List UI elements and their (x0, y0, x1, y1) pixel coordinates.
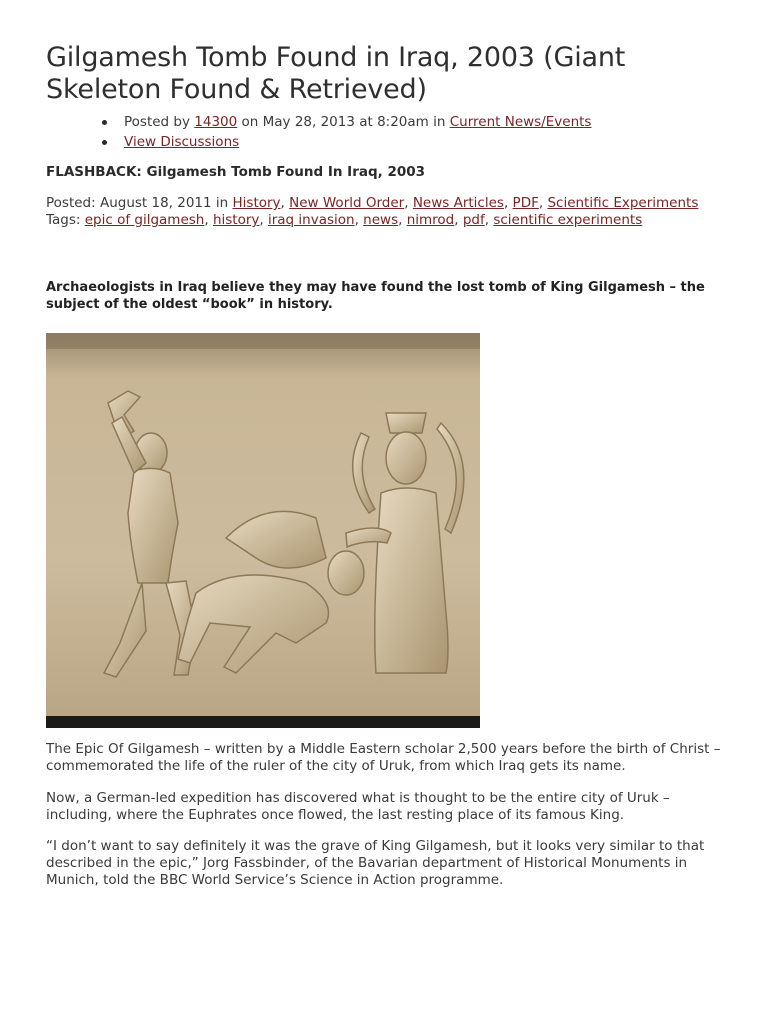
flashback-label: FLASHBACK (46, 164, 137, 180)
separator: , (280, 195, 290, 211)
tag-link[interactable]: pdf (462, 212, 485, 228)
posted-by-line (102, 112, 591, 132)
category-link[interactable]: News Articles (412, 195, 504, 211)
posted-info (46, 195, 706, 229)
separator: , (354, 212, 364, 228)
category-link[interactable]: Scientific Experiments (547, 195, 699, 211)
view-discussions-link[interactable]: View Discussions (124, 134, 240, 150)
category-link[interactable]: History (232, 195, 281, 211)
posted-prefix: Posted: August 18, 2011 in (46, 195, 233, 211)
post-date-text: on May 28, 2013 at 8:20am in (237, 114, 450, 130)
article-title: Gilgamesh Tomb Found in Iraq, 2003 (Giant Skeleton Found & Retrieved) (46, 42, 626, 105)
tag-link[interactable]: epic of gilgamesh (84, 212, 205, 228)
view-discussions-item (102, 132, 591, 152)
posted-categories (233, 195, 699, 211)
category-link[interactable]: New World Order (289, 195, 405, 211)
separator: , (538, 195, 548, 211)
tag-link[interactable]: iraq invasion (267, 212, 355, 228)
post-meta-list (102, 112, 591, 152)
separator: , (398, 212, 407, 228)
tag-link[interactable]: scientific experiments (493, 212, 643, 228)
flashback-text: : Gilgamesh Tomb Found In Iraq, 2003 (136, 164, 426, 180)
body-paragraph-3: “I don’t want to say definitely it was the grave of King Gilgamesh, but it looks very similar to that described in the epic,” Jorg Fassbinder, of the Bavarian department of Historical Monuments in Munich, told the BBC World Service’s Science in Action programme. (46, 838, 705, 888)
separator: , (404, 195, 413, 211)
posted-by-prefix: Posted by (124, 114, 195, 130)
author-link[interactable]: 14300 (194, 114, 238, 130)
category-link[interactable]: PDF (512, 195, 539, 211)
lead-paragraph: Archaeologists in Iraq believe they may have found the lost tomb of King Gilgamesh – the subject of the oldest “book” in history. (46, 280, 705, 312)
category-link[interactable]: Current News/Events (449, 114, 592, 130)
separator: , (454, 212, 463, 228)
tag-link[interactable]: history (212, 212, 260, 228)
separator: , (204, 212, 213, 228)
body-paragraph-2: Now, a German-led expedition has discovered what is thought to be the entire city of Uruk – including, where the Euphrates once flowed, the last resting place of its famous King. (46, 790, 670, 823)
body-paragraph-1: The Epic Of Gilgamesh – written by a Middle Eastern scholar 2,500 years before the birth of Christ – commemorated the life of the ruler of the city of Uruk, from which Iraq gets its name. (46, 741, 721, 774)
separator: , (484, 212, 494, 228)
tags-prefix: Tags: (46, 212, 85, 228)
cylinder-seal-image (46, 333, 480, 728)
flashback-heading (46, 164, 425, 180)
separator: , (503, 195, 513, 211)
tag-list (85, 212, 643, 228)
tag-link[interactable]: nimrod (406, 212, 455, 228)
tag-link[interactable]: news (363, 212, 399, 228)
separator: , (259, 212, 268, 228)
